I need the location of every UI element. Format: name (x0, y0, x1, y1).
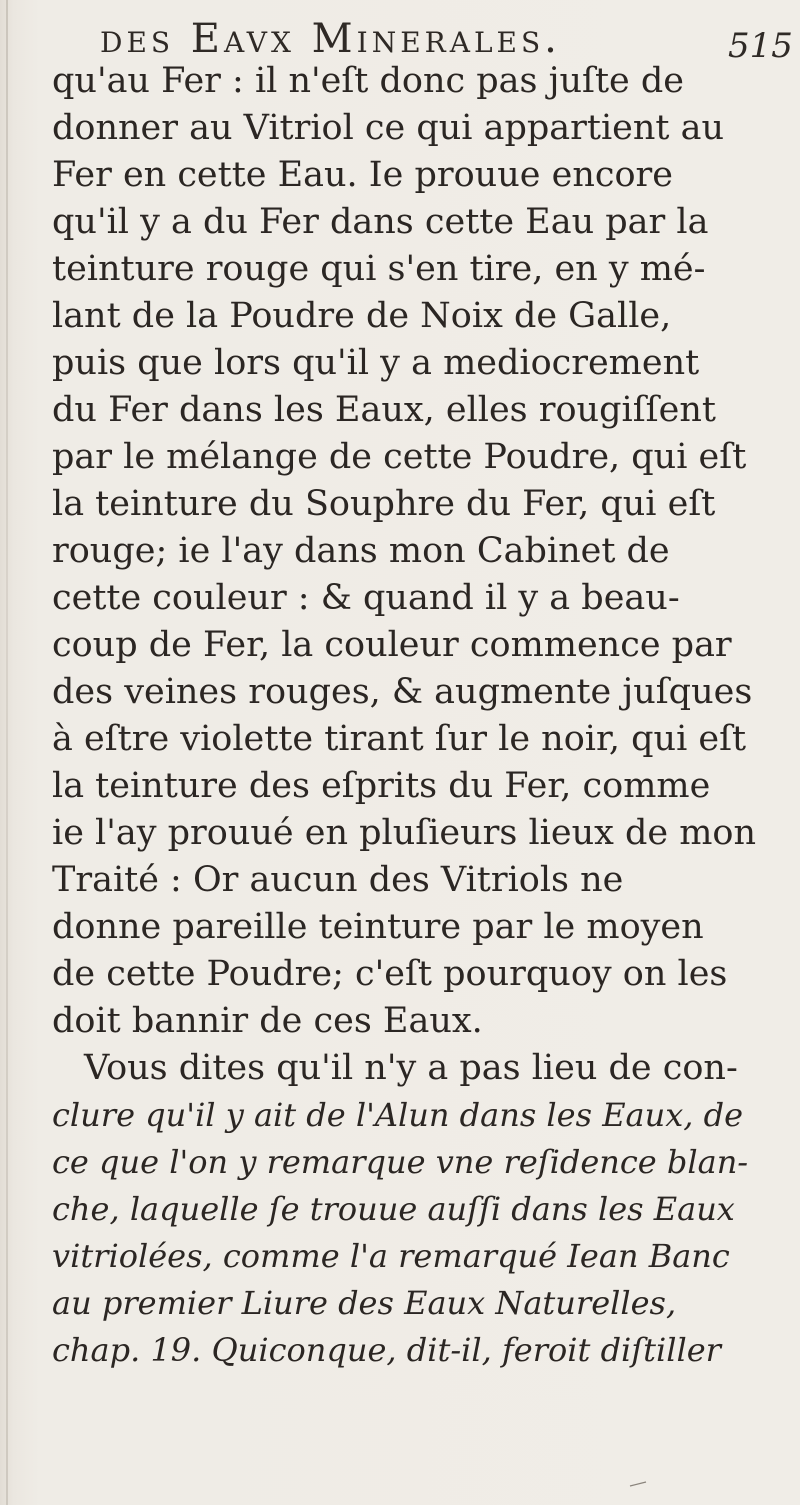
text-line: à eſtre violette tirant ſur le noir, qui eſt (52, 719, 747, 759)
text-line: cette couleur : & quand il y a beau- (52, 578, 680, 618)
text-line: donne pareille teinture par le moyen (52, 907, 704, 947)
text-line: donner au Vitriol ce qui appartient au (52, 108, 724, 148)
page-number: 515 (728, 26, 793, 66)
running-head: des Eavx Minerales. (100, 16, 561, 62)
text-line: par le mélange de cette Poudre, qui eſt (52, 437, 747, 477)
text-line: vitriolées, comme l'a remarqué Iean Banc (52, 1237, 730, 1275)
text-line: clure qu'il y ait de l'Alun dans les Eaux, de (52, 1096, 744, 1134)
text-line: des veines rouges, & augmente juſques (52, 672, 753, 712)
page-left-edge (6, 0, 8, 1505)
text-line: che, laquelle ſe trouue auſſi dans les Eaux (52, 1190, 735, 1228)
text-line: Fer en cette Eau. Ie prouue encore (52, 155, 673, 195)
text-line: teinture rouge qui s'en tire, en y mé- (52, 249, 706, 289)
ink-mark (628, 1480, 648, 1488)
paragraph-first-line: Vous dites qu'il n'y a pas lieu de con- (84, 1048, 738, 1088)
text-line: de cette Poudre; c'eſt pourquoy on les (52, 954, 728, 994)
text-line: du Fer dans les Eaux, elles rougiſſent (52, 390, 716, 430)
text-line: lant de la Poudre de Noix de Galle, (52, 296, 672, 336)
text-line: coup de Fer, la couleur commence par (52, 625, 732, 665)
text-line: rouge; ie l'ay dans mon Cabinet de (52, 531, 670, 571)
text-line: la teinture du Souphre du Fer, qui eſt (52, 484, 716, 524)
text-line: puis que lors qu'il y a mediocrement (52, 343, 700, 383)
text-line: qu'il y a du Fer dans cette Eau par la (52, 202, 709, 242)
text-line: ie l'ay prouué en pluſieurs lieux de mon (52, 813, 757, 853)
text-line: qu'au Fer : il n'eſt donc pas juſte de (52, 61, 684, 101)
text-line: la teinture des eſprits du Fer, comme (52, 766, 711, 806)
text-line: Traité : Or aucun des Vitriols ne (52, 860, 624, 900)
text-line: chap. 19. Quiconque, dit-il, feroit diſtiller (52, 1331, 721, 1369)
text-line: ce que l'on y remarque vne reſidence blan- (52, 1143, 749, 1181)
text-line: au premier Liure des Eaux Naturelles, (52, 1284, 677, 1322)
text-line: doit bannir de ces Eaux. (52, 1001, 483, 1041)
